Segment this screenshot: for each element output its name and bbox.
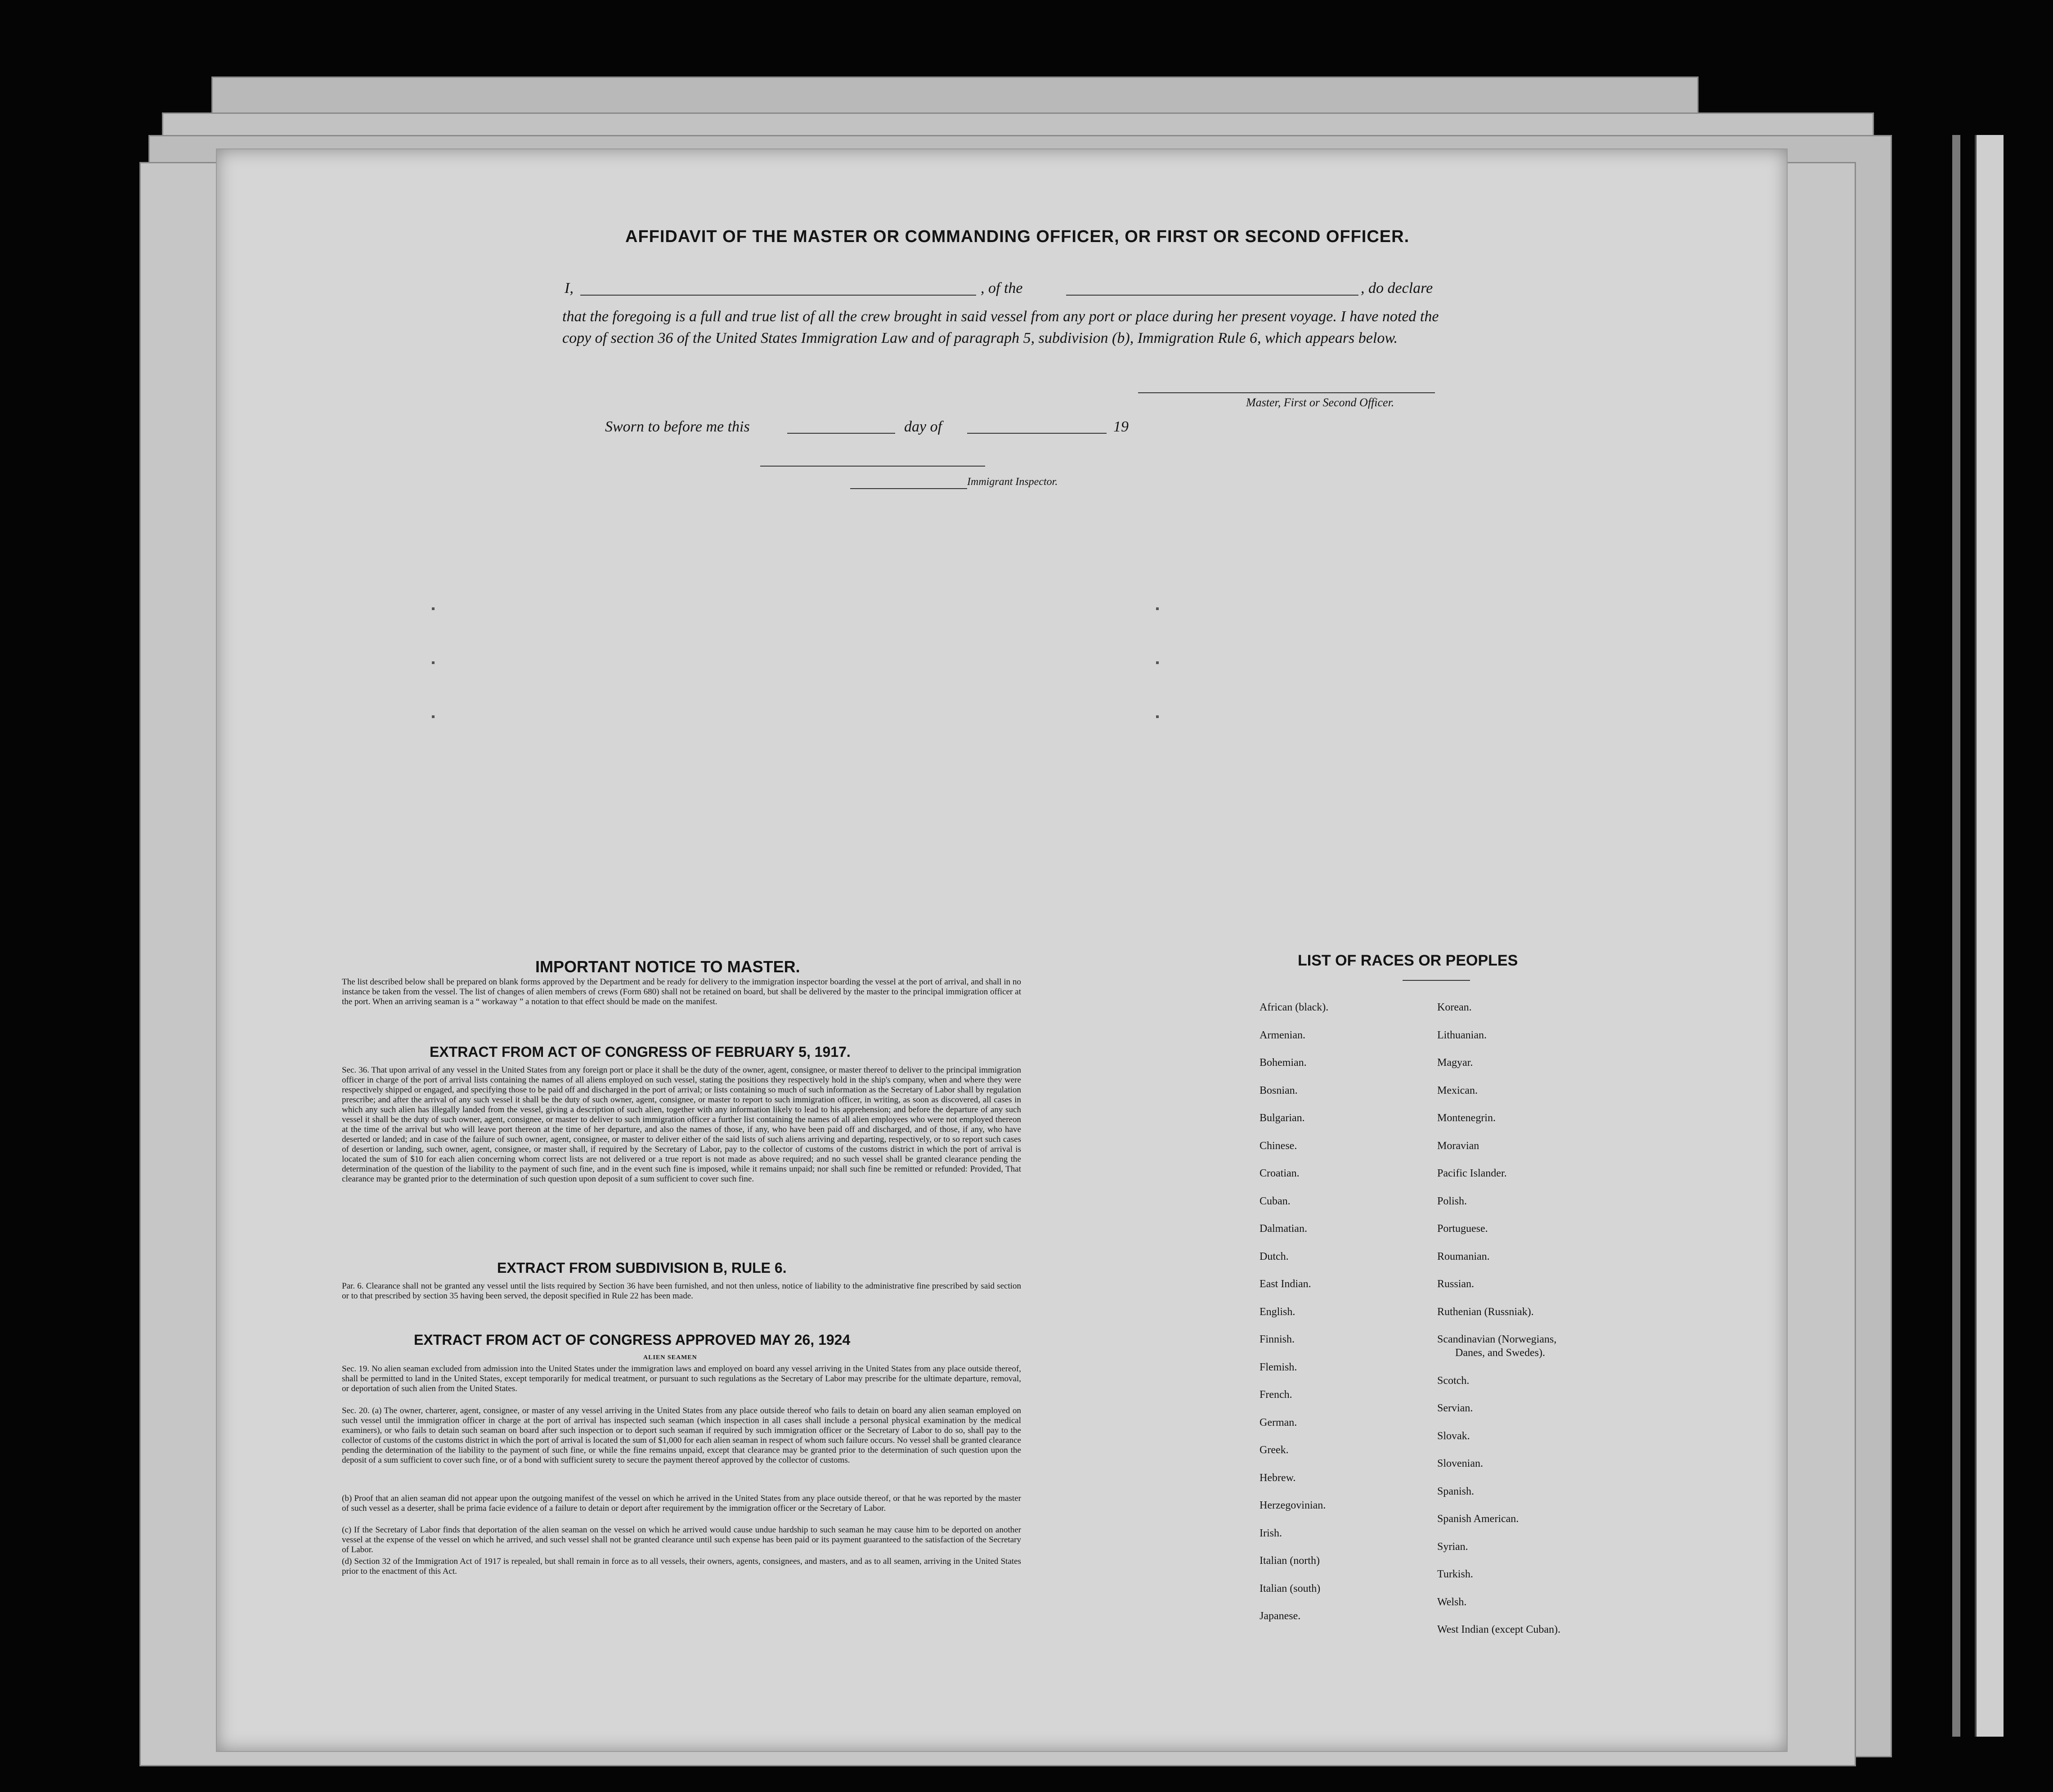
sworn-month-line[interactable] [967,433,1107,434]
extract-rule6-title: EXTRACT FROM SUBDIVISION B, RULE 6. [497,1260,787,1276]
race-item: Roumanian. [1437,1250,1490,1262]
race-item: Armenian. [1260,1029,1305,1041]
race-item: Scandinavian (Norwegians, [1437,1334,1557,1345]
notice-title: IMPORTANT NOTICE TO MASTER. [535,957,800,976]
race-item: Korean. [1437,1002,1472,1013]
extract-1917-text: Sec. 36. That upon arrival of any vessel in the United States from any foreign port or place it shall be the duty of the owner, agent, consignee, or master thereof to deliver to the principal immigration officer in charge of the port of arrival lists containing the names of all aliens employed on such vessel, stating the positions they respectively hold in the ship's company, when and where they were respectively shipped or engaged, and specifying those to be paid off and discharged in the port of arrival; or lists containing so much of such information as the Secretary of Labor shall by regulation prescribe; and after the arrival of any such vessel it shall be the duty of such owner, agent, consignee, or master to report to such immigration officer, in writing, as soon as discovered, all cases in which any such alien has illegally landed from the vessel, giving a description of such alien, together with any information likely to lead to his apprehension; and before the departure of any such vessel it shall be the duty of such owner, agent, consignee, or master to deliver to such immigration officer a further list containing the names of all alien employees who were not employed thereon at the time of the arrival but who will leave port thereon at the time of her departure, and also the names of those, if any, who have been paid off and discharged, and of those, if any, who have deserted or landed; and in case of the failure of such owner, agent, consignee, or master to deliver either of the said lists of such aliens arriving and departing, respectively, or to so report such cases of desertion or landing, such owner, agent, consignee, or master shall, if required by the Secretary of Labor, pay to the collector of customs of the customs district in which the port of arrival is located the sum of $10 for each alien concerning whom correct lists are not delivered or a true report is not made as above required; and no such vessel shall be granted clearance pending the determination of the question of the liability to the payment of such fine, and in the event such fine is imposed, while it remains unpaid; nor shall such fine be remitted or refunded: Provided, That clearance may be granted prior to the determination of such question upon deposit of a sum sufficient to cover such fine. [342,1065,1021,1184]
extract-1924-sec20d: (d) Section 32 of the Immigration Act of 1917 is repealed, but shall remain in force as to all vessels, their owners, agents, consignees, and masters, and as to all seamen, arriving in the United States prior to the enactment of this Act. [342,1557,1021,1576]
binder-edge [1952,135,1960,1737]
extract-1924-sec20c: (c) If the Secretary of Labor finds that deportation of the alien seaman on the vessel on which he arrived would cause undue hardship to such seaman he may cause him to be deported on another vessel at the expense of the vessel on which he arrived, and such vessel shall not be granted clearance until such expense has been paid or its payment guaranteed to the satisfaction of the Secretary of Labor. [342,1525,1021,1554]
race-item: Bulgarian. [1260,1112,1305,1124]
race-item: English. [1260,1306,1295,1318]
races-title-rule [1403,980,1470,981]
bleed-dot [1156,661,1159,664]
declarant-name-line[interactable] [580,295,976,296]
race-item: Portuguese. [1437,1223,1488,1235]
race-item: Montenegrin. [1437,1112,1496,1124]
bleed-dot [1156,607,1159,610]
race-item: Welsh. [1437,1596,1467,1608]
sworn-label: Sworn to before me this [605,418,750,435]
extract-1924-title: EXTRACT FROM ACT OF CONGRESS APPROVED MAY 26, 1924 [414,1332,851,1348]
race-item: Japanese. [1260,1610,1301,1622]
race-item: Turkish. [1437,1568,1473,1580]
race-item: Slovak. [1437,1430,1470,1442]
extract-1924-sec20b: (b) Proof that an alien seaman did not appear upon the outgoing manifest of the vessel on which he arrived in the United States from any place outside thereof, or that he was reported by the master of such vessel as a deserter, shall be prima facie evidence of a failure to detain or deport after requirement by the immigration officer or the Secretary of Labor. [342,1494,1021,1513]
sworn-day-line[interactable] [787,433,895,434]
vessel-name-line[interactable] [1066,295,1358,296]
bleed-dot [1156,715,1159,718]
race-item: Slovenian. [1437,1458,1483,1469]
race-item: Finnish. [1260,1334,1295,1345]
race-item: Croatian. [1260,1168,1300,1179]
race-item: Mexican. [1437,1084,1478,1096]
races-title: LIST OF RACES OR PEOPLES [1298,952,1518,969]
race-item: East Indian. [1260,1278,1311,1290]
race-item: Herzegovinian. [1260,1500,1326,1511]
race-item: Greek. [1260,1444,1289,1456]
race-item: Danes, and Swedes). [1455,1347,1545,1359]
race-item: Lithuanian. [1437,1029,1487,1041]
extract-rule6-text: Par. 6. Clearance shall not be granted any vessel until the lists required by Section 36 have been furnished, and not then unless, notice of liability to the administrative fine prescribed by said section or to that prescribed by section 35 having been served, the deposit specified in Rule 22 has been made. [342,1281,1021,1301]
extract-1924-subtitle: ALIEN SEAMEN [643,1354,697,1361]
race-item: Dutch. [1260,1250,1289,1262]
master-signature-caption: Master, First or Second Officer. [1246,396,1394,409]
race-item: Hebrew. [1260,1472,1296,1484]
year-label: 19 [1113,418,1129,435]
inspector-seal-line[interactable] [760,466,985,467]
race-item: West Indian (except Cuban). [1437,1624,1560,1635]
affidavit-statement: that the foregoing is a full and true list of all the crew brought in said vessel from any port or place during her present voyage. I have noted the copy of section 36 of the United States Immigration Law and of paragraph 5, subdivision (b), Immigration Rule 6, which appears below. [562,308,1439,346]
race-item: African (black). [1260,1002,1329,1013]
extract-1924-sec19: Sec. 19. No alien seaman excluded from admission into the United States under the immigration laws and employed on board any vessel arriving in the United States from any place outside thereof, shall be permitted to land in the United States, except temporarily for medical treatment, or pursuant to such regulations as the Secretary of Labor may prescribe for the ultimate departure, removal, or deportation of such alien from the United States. [342,1364,1021,1393]
race-item: Irish. [1260,1527,1282,1539]
declarant-label: I, [565,280,574,296]
master-signature-line[interactable] [1138,392,1435,393]
race-item: Syrian. [1437,1540,1468,1553]
race-item: Magyar. [1437,1057,1473,1069]
race-item: Bosnian. [1260,1084,1298,1096]
race-item: Ruthenian (Russniak). [1437,1306,1534,1318]
race-item: Italian (north) [1260,1555,1320,1567]
bleed-dot [432,607,435,610]
bleed-dot [432,661,435,664]
extract-1917-title: EXTRACT FROM ACT OF CONGRESS OF FEBRUARY 5, 1917. [430,1044,851,1060]
race-item: German. [1260,1416,1297,1428]
race-item: French. [1260,1389,1292,1401]
race-item: Moravian [1437,1140,1479,1152]
day-of-label: day of [904,418,942,435]
race-item: Dalmatian. [1260,1223,1307,1235]
affidavit-title: AFFIDAVIT OF THE MASTER OR COMMANDING OFFICER, OR FIRST OR SECOND OFFICER. [625,227,1410,246]
bleed-dot [432,715,435,718]
race-item: Cuban. [1260,1195,1291,1207]
race-item: Flemish. [1260,1361,1297,1373]
inspector-signature-line[interactable] [850,488,967,489]
race-item: Polish. [1437,1195,1467,1207]
inspector-caption: Immigrant Inspector. [967,476,1058,488]
notice-text: The list described below shall be prepared on blank forms approved by the Department and be ready for delivery to the immigration inspector boarding the vessel at the port of arrival, and shall in no instance be taken from the vessel. The list of changes of alien members of crews (Form 680) shall not be retained on board, but shall be delivered by the master to the principal immigration officer at the port. When an arriving seaman is a “ workaway ” a notation to that effect should be made on the manifest. [342,977,1021,1006]
race-item: Spanish American. [1437,1513,1519,1525]
race-item: Russian. [1437,1278,1475,1290]
race-item: Bohemian. [1260,1057,1307,1069]
of-the-label: , of the [981,280,1023,296]
race-item: Chinese. [1260,1140,1297,1152]
do-declare-label: , do declare [1361,280,1433,296]
binder-edge [1975,135,2004,1737]
race-item: Servian. [1437,1402,1473,1414]
race-item: Scotch. [1437,1374,1470,1387]
race-item: Pacific Islander. [1437,1168,1507,1179]
extract-1924-sec20a: Sec. 20. (a) The owner, charterer, agent, consignee, or master of any vessel arriving in the United States from any place outside thereof who fails to detain on board any alien seaman employed on such vessel until the immigration officer in charge at the port of arrival has inspected such seaman (which inspection in all cases shall include a personal physical examination by the medical examiners), or who fails to detain such seaman on board after such inspection or to deport such seaman if required by such immigration officer or the Secretary of Labor to do so, shall pay to the collector of customs of the customs district in which the port of arrival is located the sum of $1,000 for each alien seaman in respect of whom such failure occurs. No vessel shall be granted clearance pending the determination of the liability to the payment of such fine, or while the fine remains unpaid, except that clearance may be granted prior to the determination of such question upon the deposit of a sum sufficient to cover such fine, or of a bond with sufficient surety to secure the payment thereof approved by the collector of customs. [342,1406,1021,1465]
race-item: Spanish. [1437,1485,1475,1497]
race-item: Italian (south) [1260,1582,1321,1594]
